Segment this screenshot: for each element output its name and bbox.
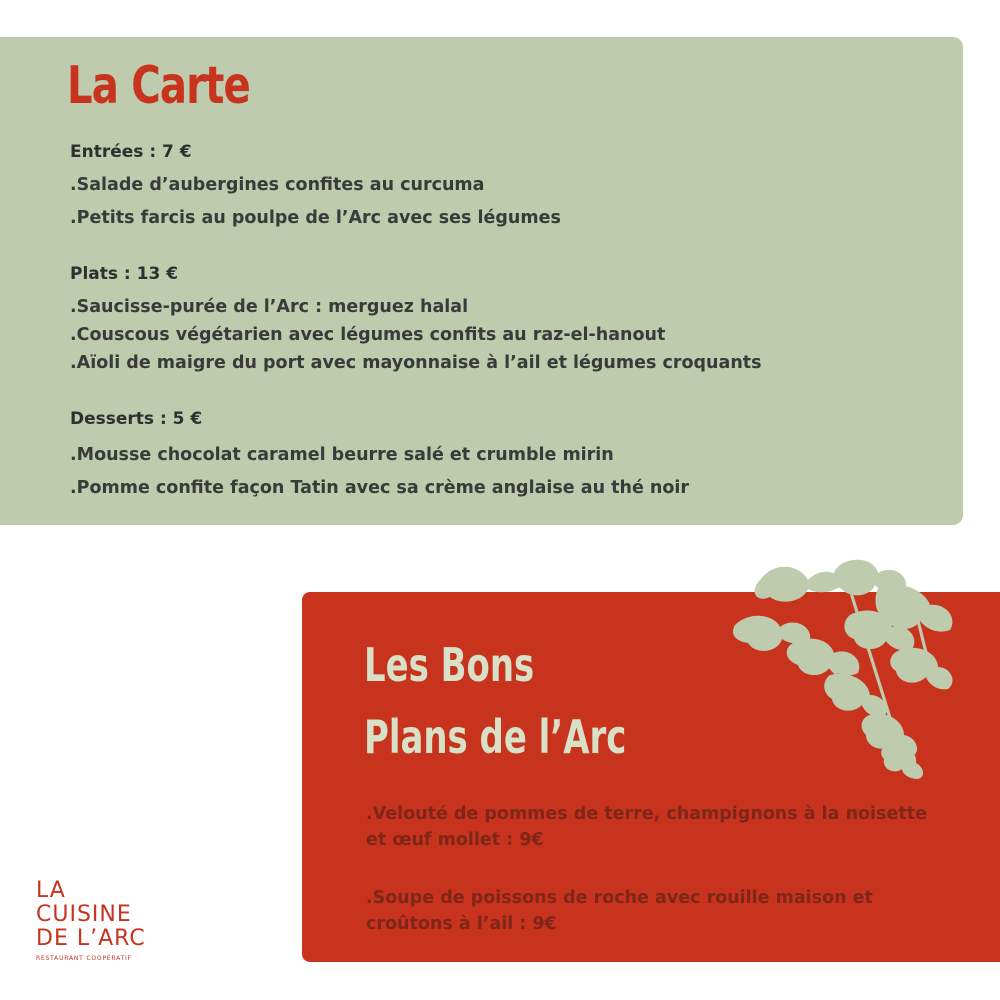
plat-item: .Aïoli de maigre du port avec mayonnaise à l’ail et légumes croquants [70,353,762,373]
la-carte-title: La Carte [67,56,250,116]
logo-line-de-larc: DE L’ARC [36,926,146,951]
bon-plan-item: .Velouté de pommes de terre, champignons à la noisette et œuf mollet : 9€ [366,804,927,850]
desserts-heading: Desserts : 5 € [70,409,203,429]
entree-item: .Petits farcis au poulpe de l’Arc avec ses légumes [70,208,561,228]
dessert-item: .Pomme confite façon Tatin avec sa crème anglaise au thé noir [70,478,690,498]
bons-plans-title-line1: Les Bons [364,638,535,692]
dessert-item: .Mousse chocolat caramel beurre salé et crumble mirin [70,445,614,465]
entrees-heading: Entrées : 7 € [70,142,192,162]
logo-tagline: RESTAURANT COOPÉRATIF [36,955,132,962]
leaf-decoration-icon [730,555,960,780]
logo-line-la: LA [36,878,66,903]
entree-item: .Salade d’aubergines confites au curcuma [70,175,485,195]
plat-item: .Couscous végétarien avec légumes confits au raz-el-hanout [70,325,666,345]
plat-item: .Saucisse-purée de l’Arc : merguez halal [70,297,469,317]
logo-line-cuisine: CUISINE [36,902,132,927]
plats-heading: Plats : 13 € [70,264,179,284]
bon-plan-item: .Soupe de poissons de roche avec rouille maison et croûtons à l’ail : 9€ [366,888,873,934]
restaurant-logo [36,880,146,965]
bons-plans-title-line2: Plans de l’Arc [364,710,627,764]
